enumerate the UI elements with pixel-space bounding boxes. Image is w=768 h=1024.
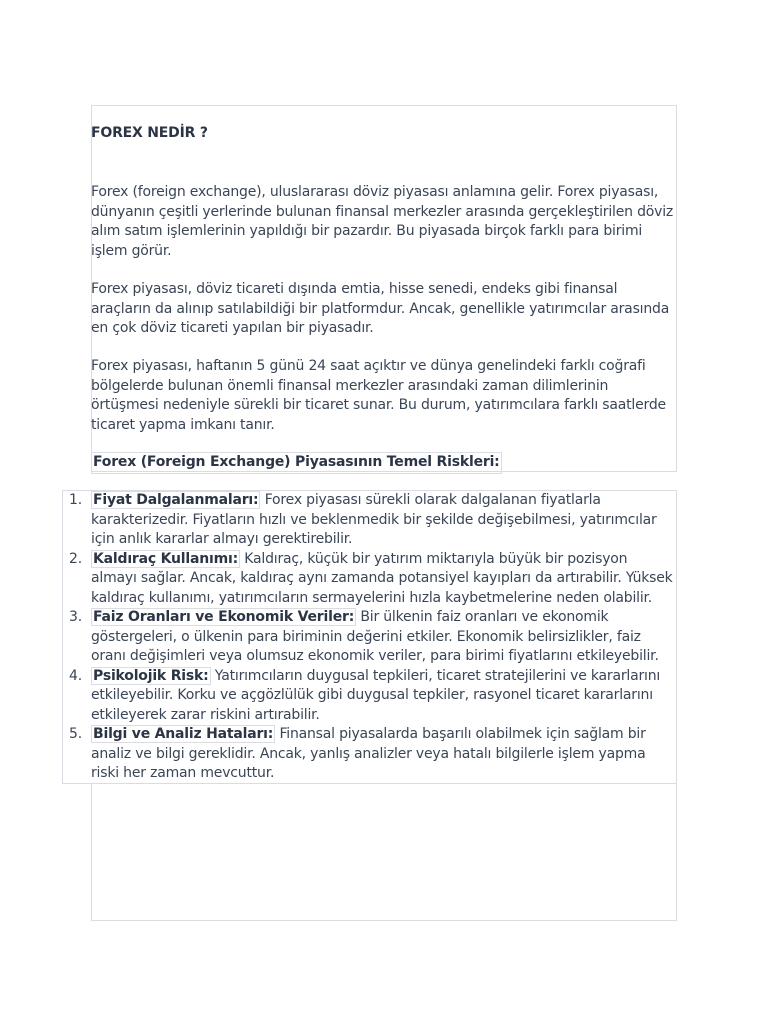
risk-item-psychological <box>62 667 677 726</box>
risk-item-title: Fiyat Dalgalanmaları: <box>93 492 259 508</box>
risk-item-text: Forex piyasası sürekli olarak dalgalanan fiyatlarla karakterizedir. Fiyatların hızlı ve beklenmedik bir şekilde değişebilmesi, yatırımcılar için anlık kararlar almayı gerektirebilir. <box>91 492 657 547</box>
intro-paragraph-3: Forex piyasası, haftanın 5 günü 24 saat açıktır ve dünya genelindeki farklı coğrafi bölgelerde bulunan önemli finansal merkezler arasındaki zaman dilimlerinin örtüşmesi nedeniyle sürekli bir ticaret sunar. Bu durum, yatırımcılara farklı saatlerde ticaret yapma imkanı tanır. <box>91 358 666 433</box>
risks-heading: Forex (Foreign Exchange) Piyasasının Temel Riskleri: <box>91 452 502 474</box>
intro-paragraph-1: Forex (foreign exchange), uluslararası döviz piyasası anlamına gelir. Forex piyasası, dünyanın çeşitli yerlerinde bulunan finansal merkezler arasında gerçekleştirilen döviz alım satım işlemlerinin yapıldığı bir pazardır. Bu piyasada birçok farklı para birimi işlem görür. <box>91 184 674 259</box>
list-number: 3. <box>69 609 82 625</box>
intro-paragraph-2: Forex piyasası, döviz ticareti dışında emtia, hisse senedi, endeks gibi finansal araçların da alınıp satılabildiği bir platformdur. Ancak, genellikle yatırımcılar arasında en çok döviz ticareti yapılan bir piyasadır. <box>91 281 670 336</box>
risk-item-title: Bilgi ve Analiz Hataları: <box>93 726 274 742</box>
page-title: FOREX NEDİR ? <box>91 125 208 141</box>
list-number: 4. <box>69 667 82 684</box>
risk-item-text: Finansal piyasalarda başarılı olabilmek için sağlam bir analiz ve bilgi gereklidir. Ancak, yanlış analizler veya hatalı bilgilerle işlem yapma riski her zaman mevcuttur. <box>91 726 646 781</box>
list-number: 1. <box>69 492 82 508</box>
risk-item-price-volatility <box>62 491 677 550</box>
risk-item-title: Faiz Oranları ve Ekonomik Veriler: <box>93 609 355 625</box>
risk-item-title: Psikolojik Risk: <box>93 667 209 684</box>
list-number: 2. <box>69 550 82 567</box>
empty-section-frame <box>91 784 677 921</box>
risk-item-text: Yatırımcıların duygusal tepkileri, ticaret stratejilerini ve kararlarını etkileyebilir. Korku ve açgözlülük gibi duygusal tepkiler, rasyonel ticaret kararlarını etkileyerek zarar riskini artırabilir. <box>91 667 661 723</box>
risk-item-title: Kaldıraç Kullanımı: <box>93 550 239 567</box>
risk-item-leverage <box>62 550 677 609</box>
risk-item-interest-rates <box>62 608 677 667</box>
list-number: 5. <box>69 726 82 742</box>
risk-item-text: Kaldıraç, küçük bir yatırım miktarıyla büyük bir pozisyon almayı sağlar. Ancak, kaldıraç aynı zamanda potansiyel kayıpları da artırabilir. Yüksek kaldıraç kullanımı, yatırımcıların sermayelerini hızla kaybetmelerine neden olabilir. <box>91 550 673 606</box>
risk-item-text: Bir ülkenin faiz oranları ve ekonomik göstergeleri, o ülkenin para biriminin değerini etkiler. Ekonomik belirsizlikler, faiz oranı değişimleri veya olumsuz ekonomik veriler, para birimi fiyatlarını etkileyebilir. <box>91 609 659 664</box>
risk-list <box>62 491 677 784</box>
risk-item-analysis-errors <box>62 725 677 784</box>
